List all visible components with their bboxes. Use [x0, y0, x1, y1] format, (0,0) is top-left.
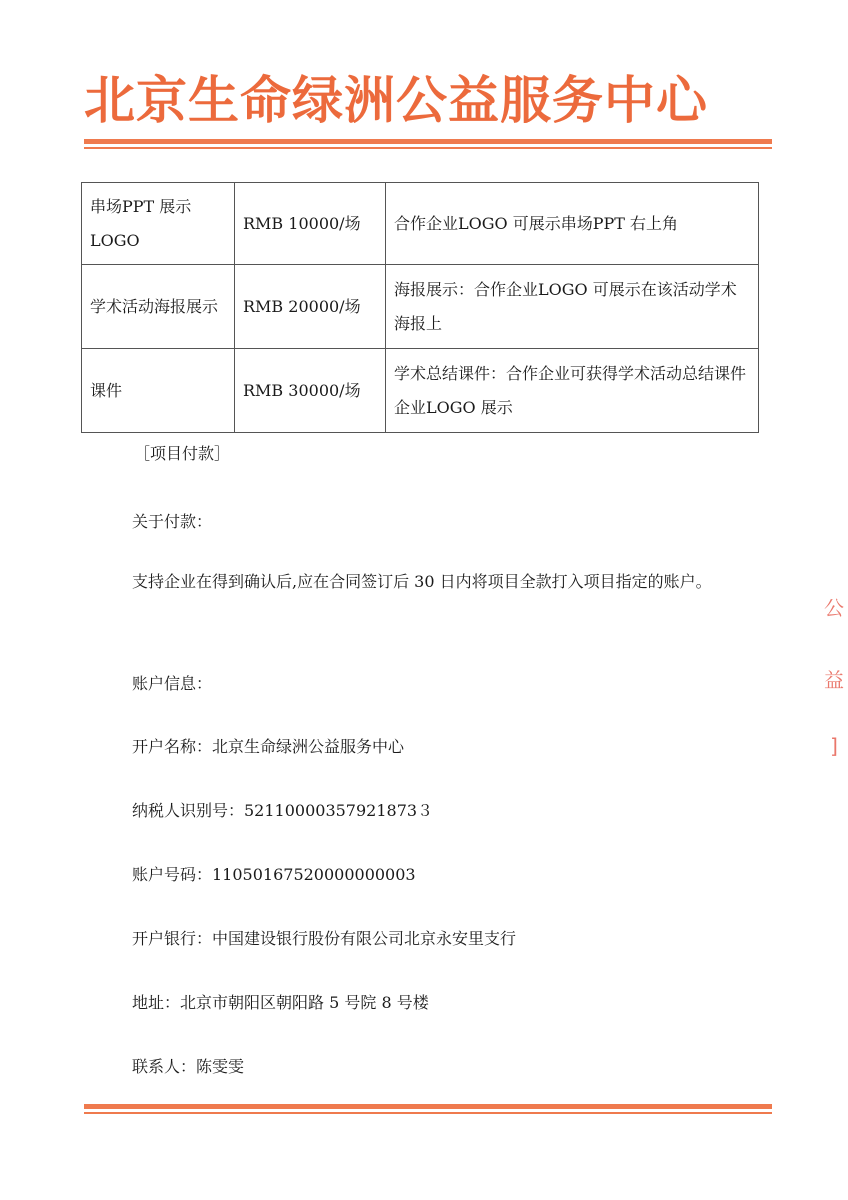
price-cell: RMB 30000/场 [235, 349, 386, 433]
seal-fragment: 益 [824, 668, 844, 692]
price-cell: RMB 10000/场 [235, 183, 386, 265]
letterhead-divider-top [84, 139, 772, 149]
about-payment-text: 支持企业在得到确认后,应在合同签订后 30 日内将项目全款打入项目指定的账户。 [132, 572, 712, 591]
account-name: 开户名称：北京生命绿洲公益服务中心 [132, 737, 405, 756]
description-cell: 合作企业LOGO 可展示串场PPT 右上角 [386, 183, 759, 265]
letterhead-divider-bottom [84, 1104, 772, 1114]
seal-fragment: 公 [824, 596, 844, 620]
item-cell: 串场PPT 展示LOGO [82, 183, 235, 265]
contact-person: 联系人：陈雯雯 [132, 1057, 245, 1076]
account-info-label: 账户信息： [132, 674, 213, 693]
description-cell: 学术总结课件：合作企业可获得学术活动总结课件企业LOGO 展示 [386, 349, 759, 433]
bank-name: 开户银行：中国建设银行股份有限公司北京永安里支行 [132, 929, 517, 948]
price-cell: RMB 20000/场 [235, 265, 386, 349]
table-row [82, 349, 759, 433]
payment-section-heading: ［项目付款］ [134, 444, 231, 463]
table-row [82, 265, 759, 349]
item-cell: 课件 [82, 349, 235, 433]
fee-table [81, 182, 759, 433]
letterhead-title: 北京生命绿洲公益服务中心 [84, 72, 709, 131]
table-row [82, 183, 759, 265]
seal-fragment: ] [830, 734, 838, 758]
taxpayer-id: 纳税人识别号：52110000357921873３ [132, 801, 434, 820]
about-payment-label: 关于付款： [132, 512, 213, 531]
item-cell: 学术活动海报展示 [82, 265, 235, 349]
address: 地址：北京市朝阳区朝阳路 5 号院 8 号楼 [132, 993, 429, 1012]
account-number: 账户号码：11050167520000000003 [132, 865, 416, 884]
description-cell: 海报展示：合作企业LOGO 可展示在该活动学术海报上 [386, 265, 759, 349]
